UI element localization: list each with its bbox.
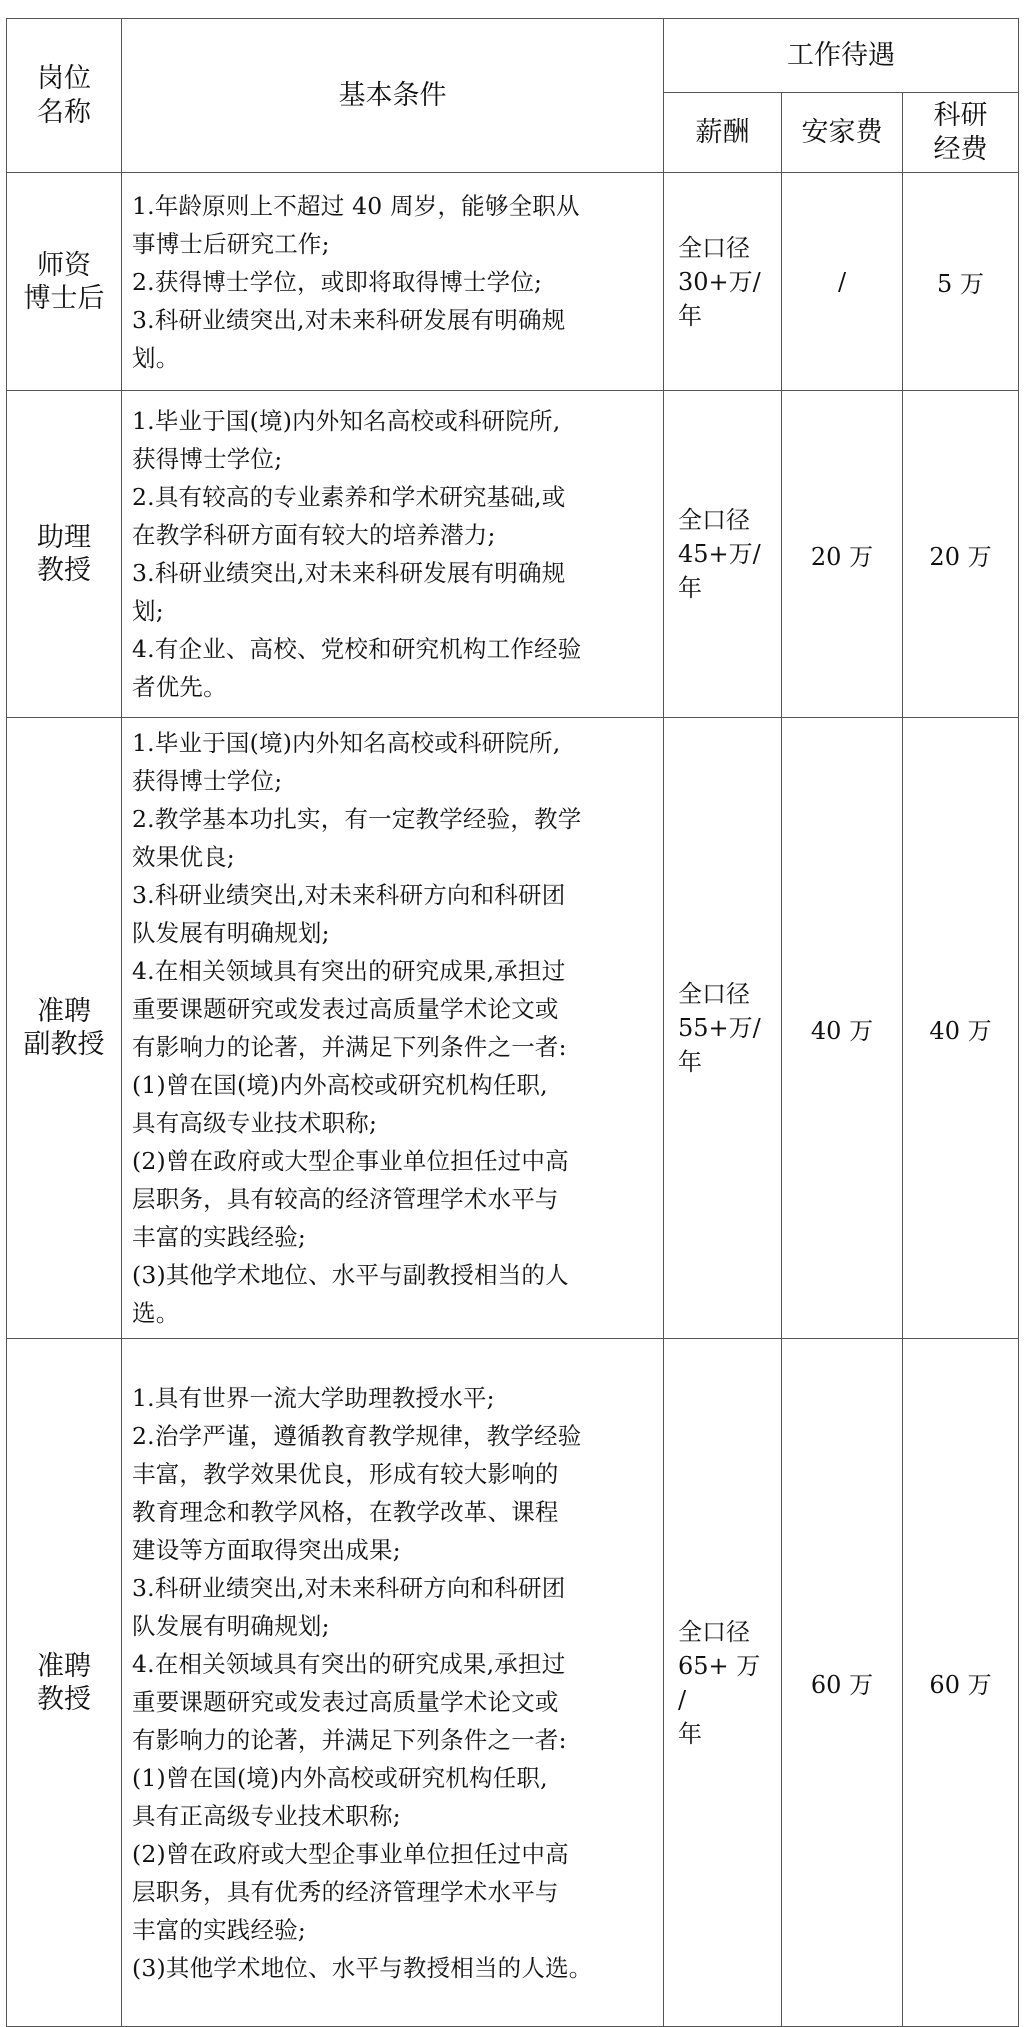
salary-line: 年 <box>678 1048 702 1076</box>
salary-cell <box>664 718 782 1339</box>
condition-line: 1.具有世界一流大学助理教授水平; <box>132 1383 495 1412</box>
position-line: 师资 <box>37 249 91 281</box>
condition-line: 1.年龄原则上不超过 40 周岁，能够全职从 <box>132 191 580 220</box>
condition-line: 层职务，具有较高的经济管理学术水平与 <box>132 1185 559 1213</box>
condition-line: 划; <box>132 597 164 625</box>
condition-line: (2)曾在政府或大型企事业单位担任过中高 <box>132 1147 569 1175</box>
position-header <box>7 19 122 173</box>
condition-line: 丰富，教学效果优良，形成有较大影响的 <box>132 1459 559 1488</box>
condition-line: 重要课题研究或发表过高质量学术论文或 <box>132 995 559 1023</box>
position-header-line: 名称 <box>37 96 91 128</box>
condition-line: 者优先。 <box>132 673 227 701</box>
table-row <box>7 718 1019 1339</box>
condition-line: 教育理念和教学风格，在教学改革、课程 <box>132 1497 559 1526</box>
header-row-top <box>7 19 1019 93</box>
salary-line: 全口径 <box>678 1617 750 1646</box>
condition-line: (1)曾在国(境)内外高校或研究机构任职, <box>132 1763 548 1792</box>
salary-line: 55+万/ <box>678 1014 761 1042</box>
condition-line: 4.在相关领域具有突出的研究成果,承担过 <box>132 1649 566 1678</box>
housing-cell: 40 万 <box>782 718 903 1339</box>
position-line: 准聘 <box>37 996 91 1027</box>
condition-line: (2)曾在政府或大型企事业单位担任过中高 <box>132 1839 569 1868</box>
condition-line: 丰富的实践经验; <box>132 1915 307 1944</box>
position-line: 博士后 <box>23 282 105 314</box>
position-cell <box>7 1339 122 2027</box>
research-cell: 40 万 <box>903 718 1019 1339</box>
condition-line: 有影响力的论著，并满足下列条件之一者: <box>132 1725 567 1754</box>
salary-line: 全口径 <box>678 233 750 262</box>
salary-line: 年 <box>678 1719 702 1748</box>
salary-line: 45+万/ <box>678 540 761 568</box>
salary-line: 年 <box>678 301 702 330</box>
condition-line: 获得博士学位; <box>132 767 283 795</box>
position-line: 准聘 <box>37 1650 91 1682</box>
salary-line: 30+万/ <box>678 267 761 296</box>
condition-line: 队发展有明确规划; <box>132 919 330 947</box>
conditions-header: 基本条件 <box>122 19 664 173</box>
conditions-cell <box>122 1339 664 2027</box>
conditions-cell <box>122 173 664 391</box>
condition-line: 效果优良; <box>132 843 235 871</box>
position-line: 教授 <box>37 1683 91 1715</box>
condition-line: 2.治学严谨，遵循教育教学规律，教学经验 <box>132 1421 582 1450</box>
condition-line: 具有高级专业技术职称; <box>132 1109 378 1137</box>
salary-cell <box>664 391 782 718</box>
salary-line: 全口径 <box>678 506 750 534</box>
condition-line: (3)其他学术地位、水平与教授相当的人选。 <box>132 1953 593 1982</box>
housing-cell: 60 万 <box>782 1339 903 2027</box>
research-header <box>903 93 1019 173</box>
condition-line: 有影响力的论著，并满足下列条件之一者: <box>132 1033 567 1061</box>
salary-line: 全口径 <box>678 980 750 1008</box>
position-header-line: 岗位 <box>37 62 91 94</box>
condition-line: 获得博士学位; <box>132 445 283 473</box>
condition-line: 2.获得博士学位，或即将取得博士学位; <box>132 267 543 296</box>
position-cell <box>7 173 122 391</box>
position-cell <box>7 718 122 1339</box>
condition-line: 具有正高级专业技术职称; <box>132 1801 401 1830</box>
research-cell: 20 万 <box>903 391 1019 718</box>
salary-line: 年 <box>678 574 702 602</box>
research-header-line: 经费 <box>933 133 988 165</box>
condition-line: (3)其他学术地位、水平与副教授相当的人 <box>132 1261 569 1289</box>
salary-cell <box>664 173 782 391</box>
condition-line: 层职务，具有优秀的经济管理学术水平与 <box>132 1877 559 1906</box>
salary-line: 65+ 万 / <box>678 1651 761 1714</box>
recruitment-table <box>6 18 1019 2027</box>
position-line: 教授 <box>37 555 91 586</box>
housing-cell: / <box>782 173 903 391</box>
salary-header: 薪酬 <box>664 93 782 173</box>
table-row <box>7 391 1019 718</box>
condition-line: 3.科研业绩突出,对未来科研方向和科研团 <box>132 881 566 909</box>
condition-line: 3.科研业绩突出,对未来科研方向和科研团 <box>132 1573 566 1602</box>
research-cell: 5 万 <box>903 173 1019 391</box>
condition-line: 队发展有明确规划; <box>132 1611 330 1640</box>
condition-line: 2.教学基本功扎实，有一定教学经验，教学 <box>132 805 582 833</box>
condition-line: 4.有企业、高校、党校和研究机构工作经验 <box>132 635 582 663</box>
condition-line: 选。 <box>132 1299 180 1327</box>
condition-line: 在教学科研方面有较大的培养潜力; <box>132 521 496 549</box>
condition-line: 建设等方面取得突出成果; <box>132 1535 401 1564</box>
condition-line: 3.科研业绩突出,对未来科研发展有明确规 <box>132 559 566 587</box>
condition-line: 3.科研业绩突出,对未来科研发展有明确规 <box>132 305 566 334</box>
position-line: 副教授 <box>23 1029 105 1060</box>
benefits-header: 工作待遇 <box>664 19 1019 93</box>
condition-line: 4.在相关领域具有突出的研究成果,承担过 <box>132 957 566 985</box>
position-cell <box>7 391 122 718</box>
housing-header: 安家费 <box>782 93 903 173</box>
condition-line: 划。 <box>132 343 180 372</box>
table-row <box>7 1339 1019 2027</box>
condition-line: 丰富的实践经验; <box>132 1223 307 1251</box>
table-row <box>7 173 1019 391</box>
condition-line: (1)曾在国(境)内外高校或研究机构任职, <box>132 1071 548 1099</box>
conditions-cell <box>122 718 664 1339</box>
condition-line: 2.具有较高的专业素养和学术研究基础,或 <box>132 483 566 511</box>
conditions-cell <box>122 391 664 718</box>
housing-cell: 20 万 <box>782 391 903 718</box>
research-cell: 60 万 <box>903 1339 1019 2027</box>
condition-line: 重要课题研究或发表过高质量学术论文或 <box>132 1687 559 1716</box>
condition-line: 事博士后研究工作; <box>132 229 330 258</box>
position-line: 助理 <box>37 522 91 553</box>
salary-cell <box>664 1339 782 2027</box>
condition-line: 1.毕业于国(境)内外知名高校或科研院所, <box>132 729 561 757</box>
research-header-line: 科研 <box>933 99 988 131</box>
condition-line: 1.毕业于国(境)内外知名高校或科研院所, <box>132 407 561 435</box>
